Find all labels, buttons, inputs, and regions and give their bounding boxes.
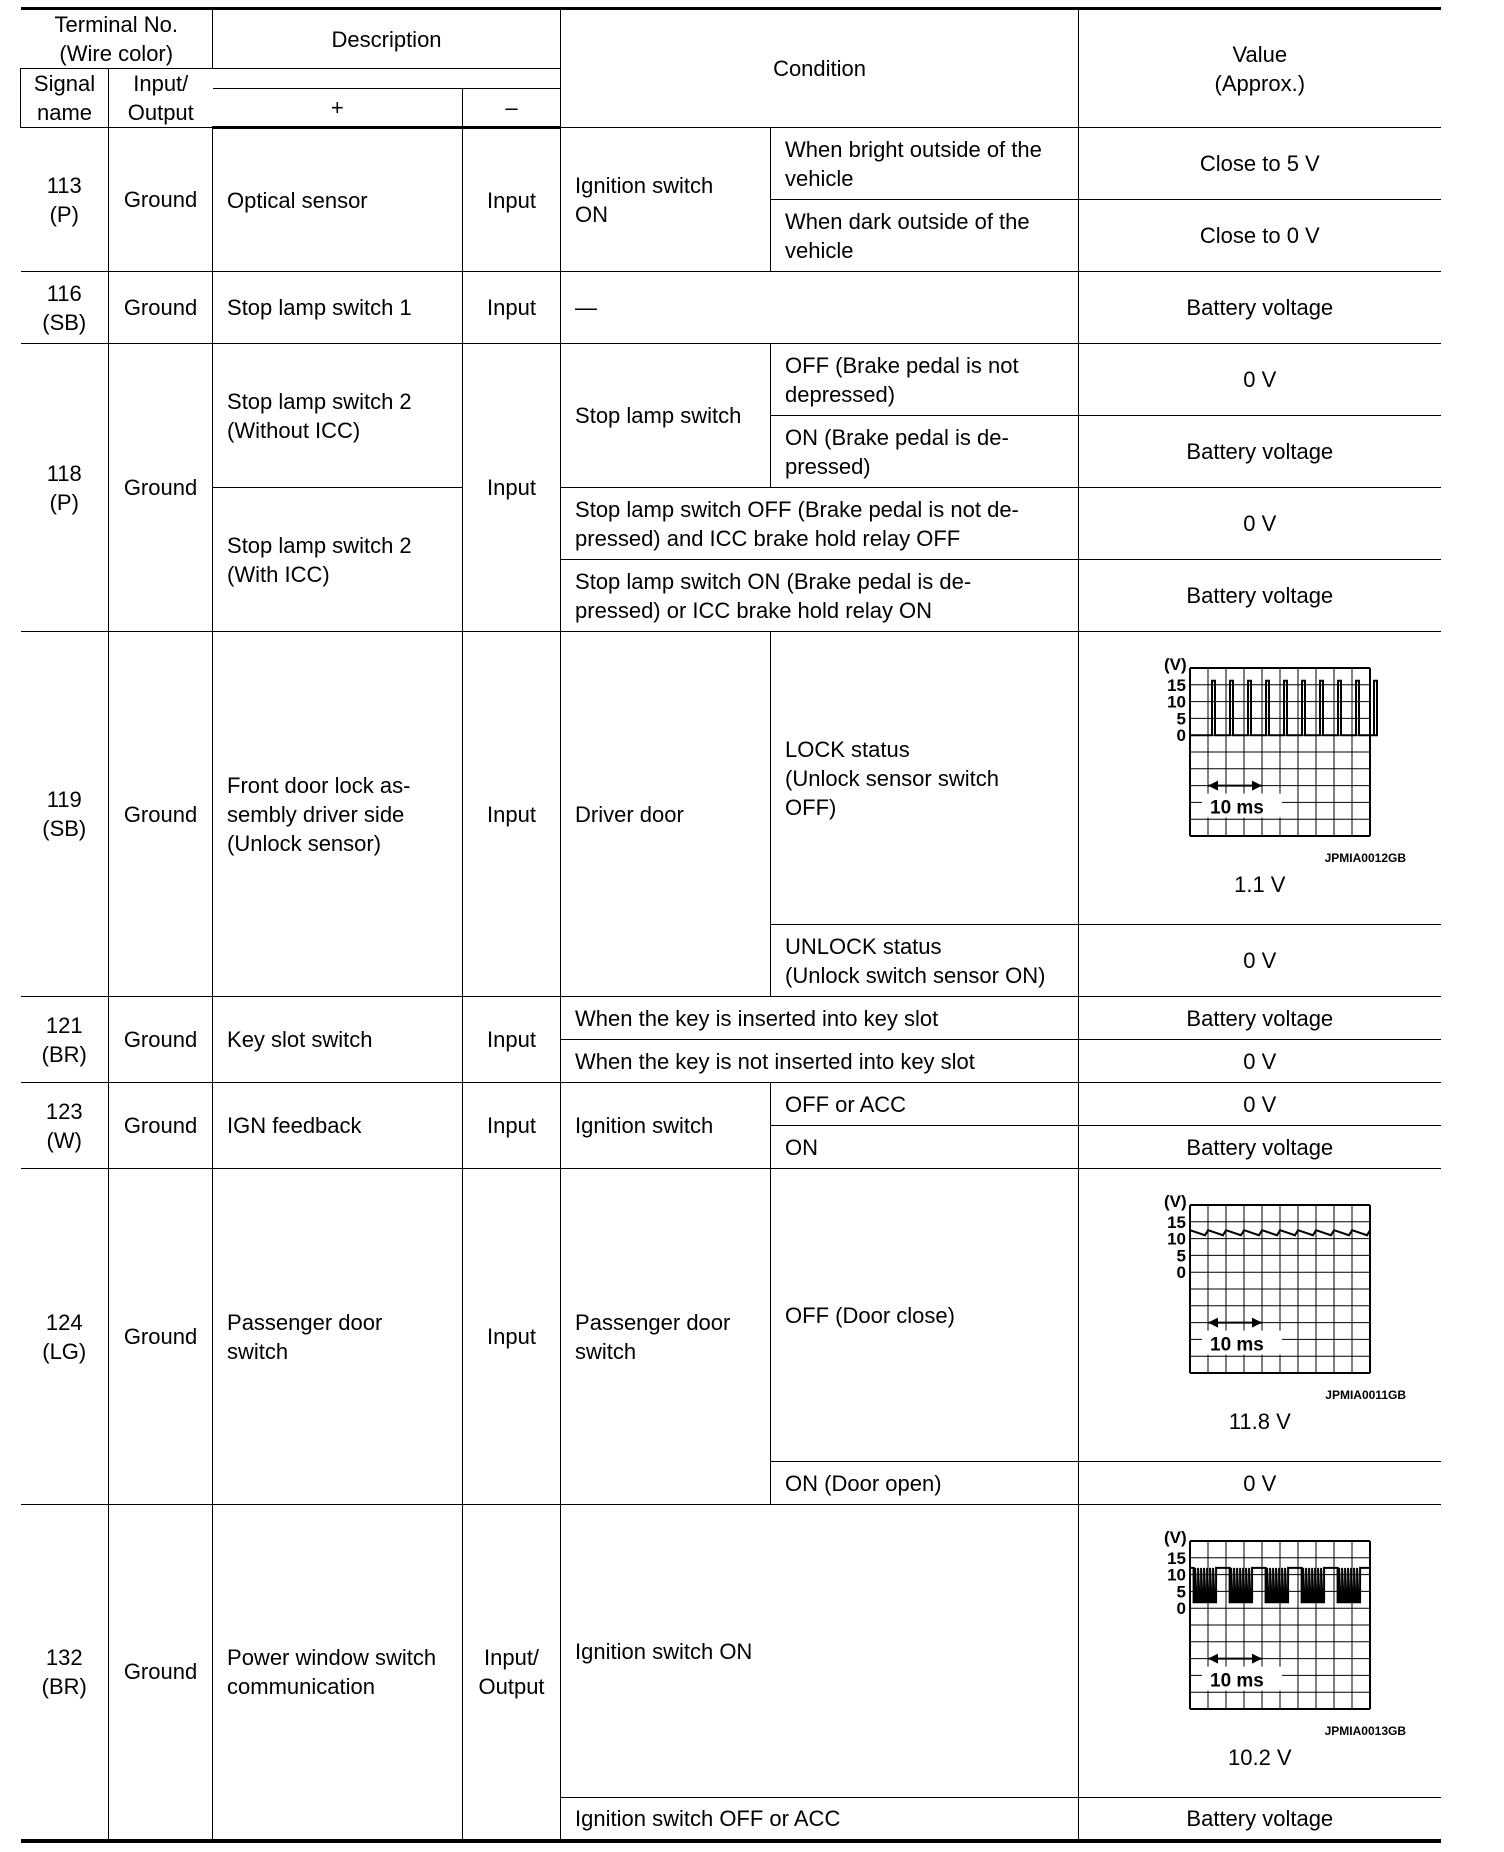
time-div-label: 10 ms xyxy=(1209,1334,1264,1356)
value-116: Battery voltage xyxy=(1079,272,1441,344)
io-132: Input/ Output xyxy=(463,1505,561,1841)
value-118-on: Battery voltage xyxy=(1079,416,1441,488)
time-div-arrowhead xyxy=(1208,1653,1218,1663)
time-div-label: 10 ms xyxy=(1209,797,1264,819)
subcondition-119-unlock: UNLOCK status (Unlock switch sensor ON) xyxy=(771,925,1079,997)
scope-tick-label: 15 xyxy=(1166,675,1186,695)
subcondition-123-off: OFF or ACC xyxy=(771,1083,1079,1126)
condition-124: Passenger door switch xyxy=(561,1169,771,1505)
header-plus: + xyxy=(213,89,463,128)
time-div-arrowhead xyxy=(1252,1653,1262,1663)
header-condition: Condition xyxy=(561,9,1079,128)
subcondition-124-off: OFF (Door close) xyxy=(771,1169,1079,1462)
value-119-lock-cell xyxy=(1079,632,1441,925)
scope-tick-label: 5 xyxy=(1176,1581,1186,1601)
subcondition-123-on: ON xyxy=(771,1126,1079,1169)
ground-123: Ground xyxy=(109,1083,213,1169)
scope-tick-label: 15 xyxy=(1166,1212,1186,1232)
value-119-lock: 1.1 V xyxy=(1234,871,1286,897)
condition-118-stop-lamp: Stop lamp switch xyxy=(561,344,771,488)
waveform-trace xyxy=(1190,1567,1370,1601)
time-div-arrowhead xyxy=(1252,1317,1262,1327)
value-132-on-cell xyxy=(1079,1505,1441,1798)
figure-id-label: JPMIA0013GB xyxy=(1324,1723,1406,1738)
waveform-trace xyxy=(1190,680,1377,734)
terminal-113: 113 (P) xyxy=(21,128,109,272)
signal-113: Optical sensor xyxy=(213,128,463,272)
io-113: Input xyxy=(463,128,561,272)
value-113-dark: Close to 0 V xyxy=(1079,200,1441,272)
signal-116: Stop lamp switch 1 xyxy=(213,272,463,344)
io-116: Input xyxy=(463,272,561,344)
header-terminal-no: Terminal No. (Wire color) xyxy=(21,9,213,69)
scope-tick-label: 0 xyxy=(1176,1262,1186,1282)
terminal-118: 118 (P) xyxy=(21,344,109,632)
terminal-124: 124 (LG) xyxy=(21,1169,109,1505)
condition-118-icc-on: Stop lamp switch ON (Brake pedal is de- pressed) or ICC brake hold relay ON xyxy=(561,560,1079,632)
signal-119: Front door lock as- sembly driver side (Unlock sensor) xyxy=(213,632,463,997)
io-124: Input xyxy=(463,1169,561,1505)
condition-121-not-inserted: When the key is not inserted into key slot xyxy=(561,1040,1079,1083)
header-input-output: Input/ Output xyxy=(109,69,213,128)
terminal-132: 132 (BR) xyxy=(21,1505,109,1841)
scope-tick-label: 0 xyxy=(1176,1598,1186,1618)
waveform-119 xyxy=(1110,658,1410,868)
value-118-icc-off: 0 V xyxy=(1079,488,1441,560)
header-description: Description xyxy=(213,9,561,69)
scope-unit-label: (V) xyxy=(1163,1530,1187,1547)
condition-113: Ignition switch ON xyxy=(561,128,771,272)
subcondition-118-on: ON (Brake pedal is de- pressed) xyxy=(771,416,1079,488)
value-124-off: 11.8 V xyxy=(1228,1408,1291,1434)
ground-113: Ground xyxy=(109,128,213,272)
value-123-off: 0 V xyxy=(1079,1083,1441,1126)
terminal-table xyxy=(20,7,1441,1843)
time-div-arrowhead xyxy=(1208,1317,1218,1327)
ground-116: Ground xyxy=(109,272,213,344)
value-132-off: Battery voltage xyxy=(1079,1798,1441,1841)
condition-121-inserted: When the key is inserted into key slot xyxy=(561,997,1079,1040)
scope-tick-label: 10 xyxy=(1166,1565,1186,1585)
figure-id-label: JPMIA0011GB xyxy=(1325,1387,1406,1402)
terminal-119: 119 (SB) xyxy=(21,632,109,997)
signal-123: IGN feedback xyxy=(213,1083,463,1169)
signal-124: Passenger door switch xyxy=(213,1169,463,1505)
header-minus: – xyxy=(463,89,561,128)
value-113-bright: Close to 5 V xyxy=(1079,128,1441,200)
value-124-on: 0 V xyxy=(1079,1462,1441,1505)
ground-124: Ground xyxy=(109,1169,213,1505)
header-signal-name: Signal name xyxy=(21,69,109,128)
condition-123: Ignition switch xyxy=(561,1083,771,1169)
time-div-arrowhead xyxy=(1208,780,1218,790)
io-118: Input xyxy=(463,344,561,632)
scope-tick-label: 15 xyxy=(1166,1548,1186,1568)
io-121: Input xyxy=(463,997,561,1083)
condition-118-icc-off: Stop lamp switch OFF (Brake pedal is not de- pressed) and ICC brake hold relay OFF xyxy=(561,488,1079,560)
time-div-arrowhead xyxy=(1252,780,1262,790)
scope-tick-label: 10 xyxy=(1166,692,1186,712)
signal-118-with-icc: Stop lamp switch 2 (With ICC) xyxy=(213,488,463,632)
value-119-unlock: 0 V xyxy=(1079,925,1441,997)
subcondition-119-lock: LOCK status (Unlock sensor switch OFF) xyxy=(771,632,1079,925)
terminal-123: 123 (W) xyxy=(21,1083,109,1169)
io-119: Input xyxy=(463,632,561,997)
scope-tick-label: 5 xyxy=(1176,708,1186,728)
terminal-116: 116 (SB) xyxy=(21,272,109,344)
value-121-not-inserted: 0 V xyxy=(1079,1040,1441,1083)
subcondition-118-off: OFF (Brake pedal is not depressed) xyxy=(771,344,1079,416)
io-123: Input xyxy=(463,1083,561,1169)
scope-tick-label: 0 xyxy=(1176,725,1186,745)
header-value: Value (Approx.) xyxy=(1079,9,1441,128)
value-124-off-cell xyxy=(1079,1169,1441,1462)
ground-119: Ground xyxy=(109,632,213,997)
scope-tick-label: 5 xyxy=(1176,1245,1186,1265)
condition-132-on: Ignition switch ON xyxy=(561,1505,1079,1798)
condition-116: — xyxy=(561,272,1079,344)
waveform-132 xyxy=(1110,1531,1410,1741)
figure-id-label: JPMIA0012GB xyxy=(1324,850,1406,865)
subcondition-124-on: ON (Door open) xyxy=(771,1462,1079,1505)
value-118-off: 0 V xyxy=(1079,344,1441,416)
waveform-124 xyxy=(1110,1195,1410,1405)
scope-unit-label: (V) xyxy=(1163,657,1187,674)
scope-tick-label: 10 xyxy=(1166,1229,1186,1249)
signal-118-without-icc: Stop lamp switch 2 (Without ICC) xyxy=(213,344,463,488)
signal-121: Key slot switch xyxy=(213,997,463,1083)
scope-unit-label: (V) xyxy=(1163,1194,1187,1211)
ground-132: Ground xyxy=(109,1505,213,1841)
terminal-121: 121 (BR) xyxy=(21,997,109,1083)
value-121-inserted: Battery voltage xyxy=(1079,997,1441,1040)
time-div-label: 10 ms xyxy=(1209,1670,1264,1692)
value-132-on: 10.2 V xyxy=(1227,1744,1292,1770)
subcondition-113-bright: When bright outside of the vehicle xyxy=(771,128,1079,200)
value-118-icc-on: Battery voltage xyxy=(1079,560,1441,632)
value-123-on: Battery voltage xyxy=(1079,1126,1441,1169)
signal-132: Power window switch communication xyxy=(213,1505,463,1841)
condition-119: Driver door xyxy=(561,632,771,997)
ground-118: Ground xyxy=(109,344,213,632)
ground-121: Ground xyxy=(109,997,213,1083)
condition-132-off: Ignition switch OFF or ACC xyxy=(561,1798,1079,1841)
subcondition-113-dark: When dark outside of the vehicle xyxy=(771,200,1079,272)
